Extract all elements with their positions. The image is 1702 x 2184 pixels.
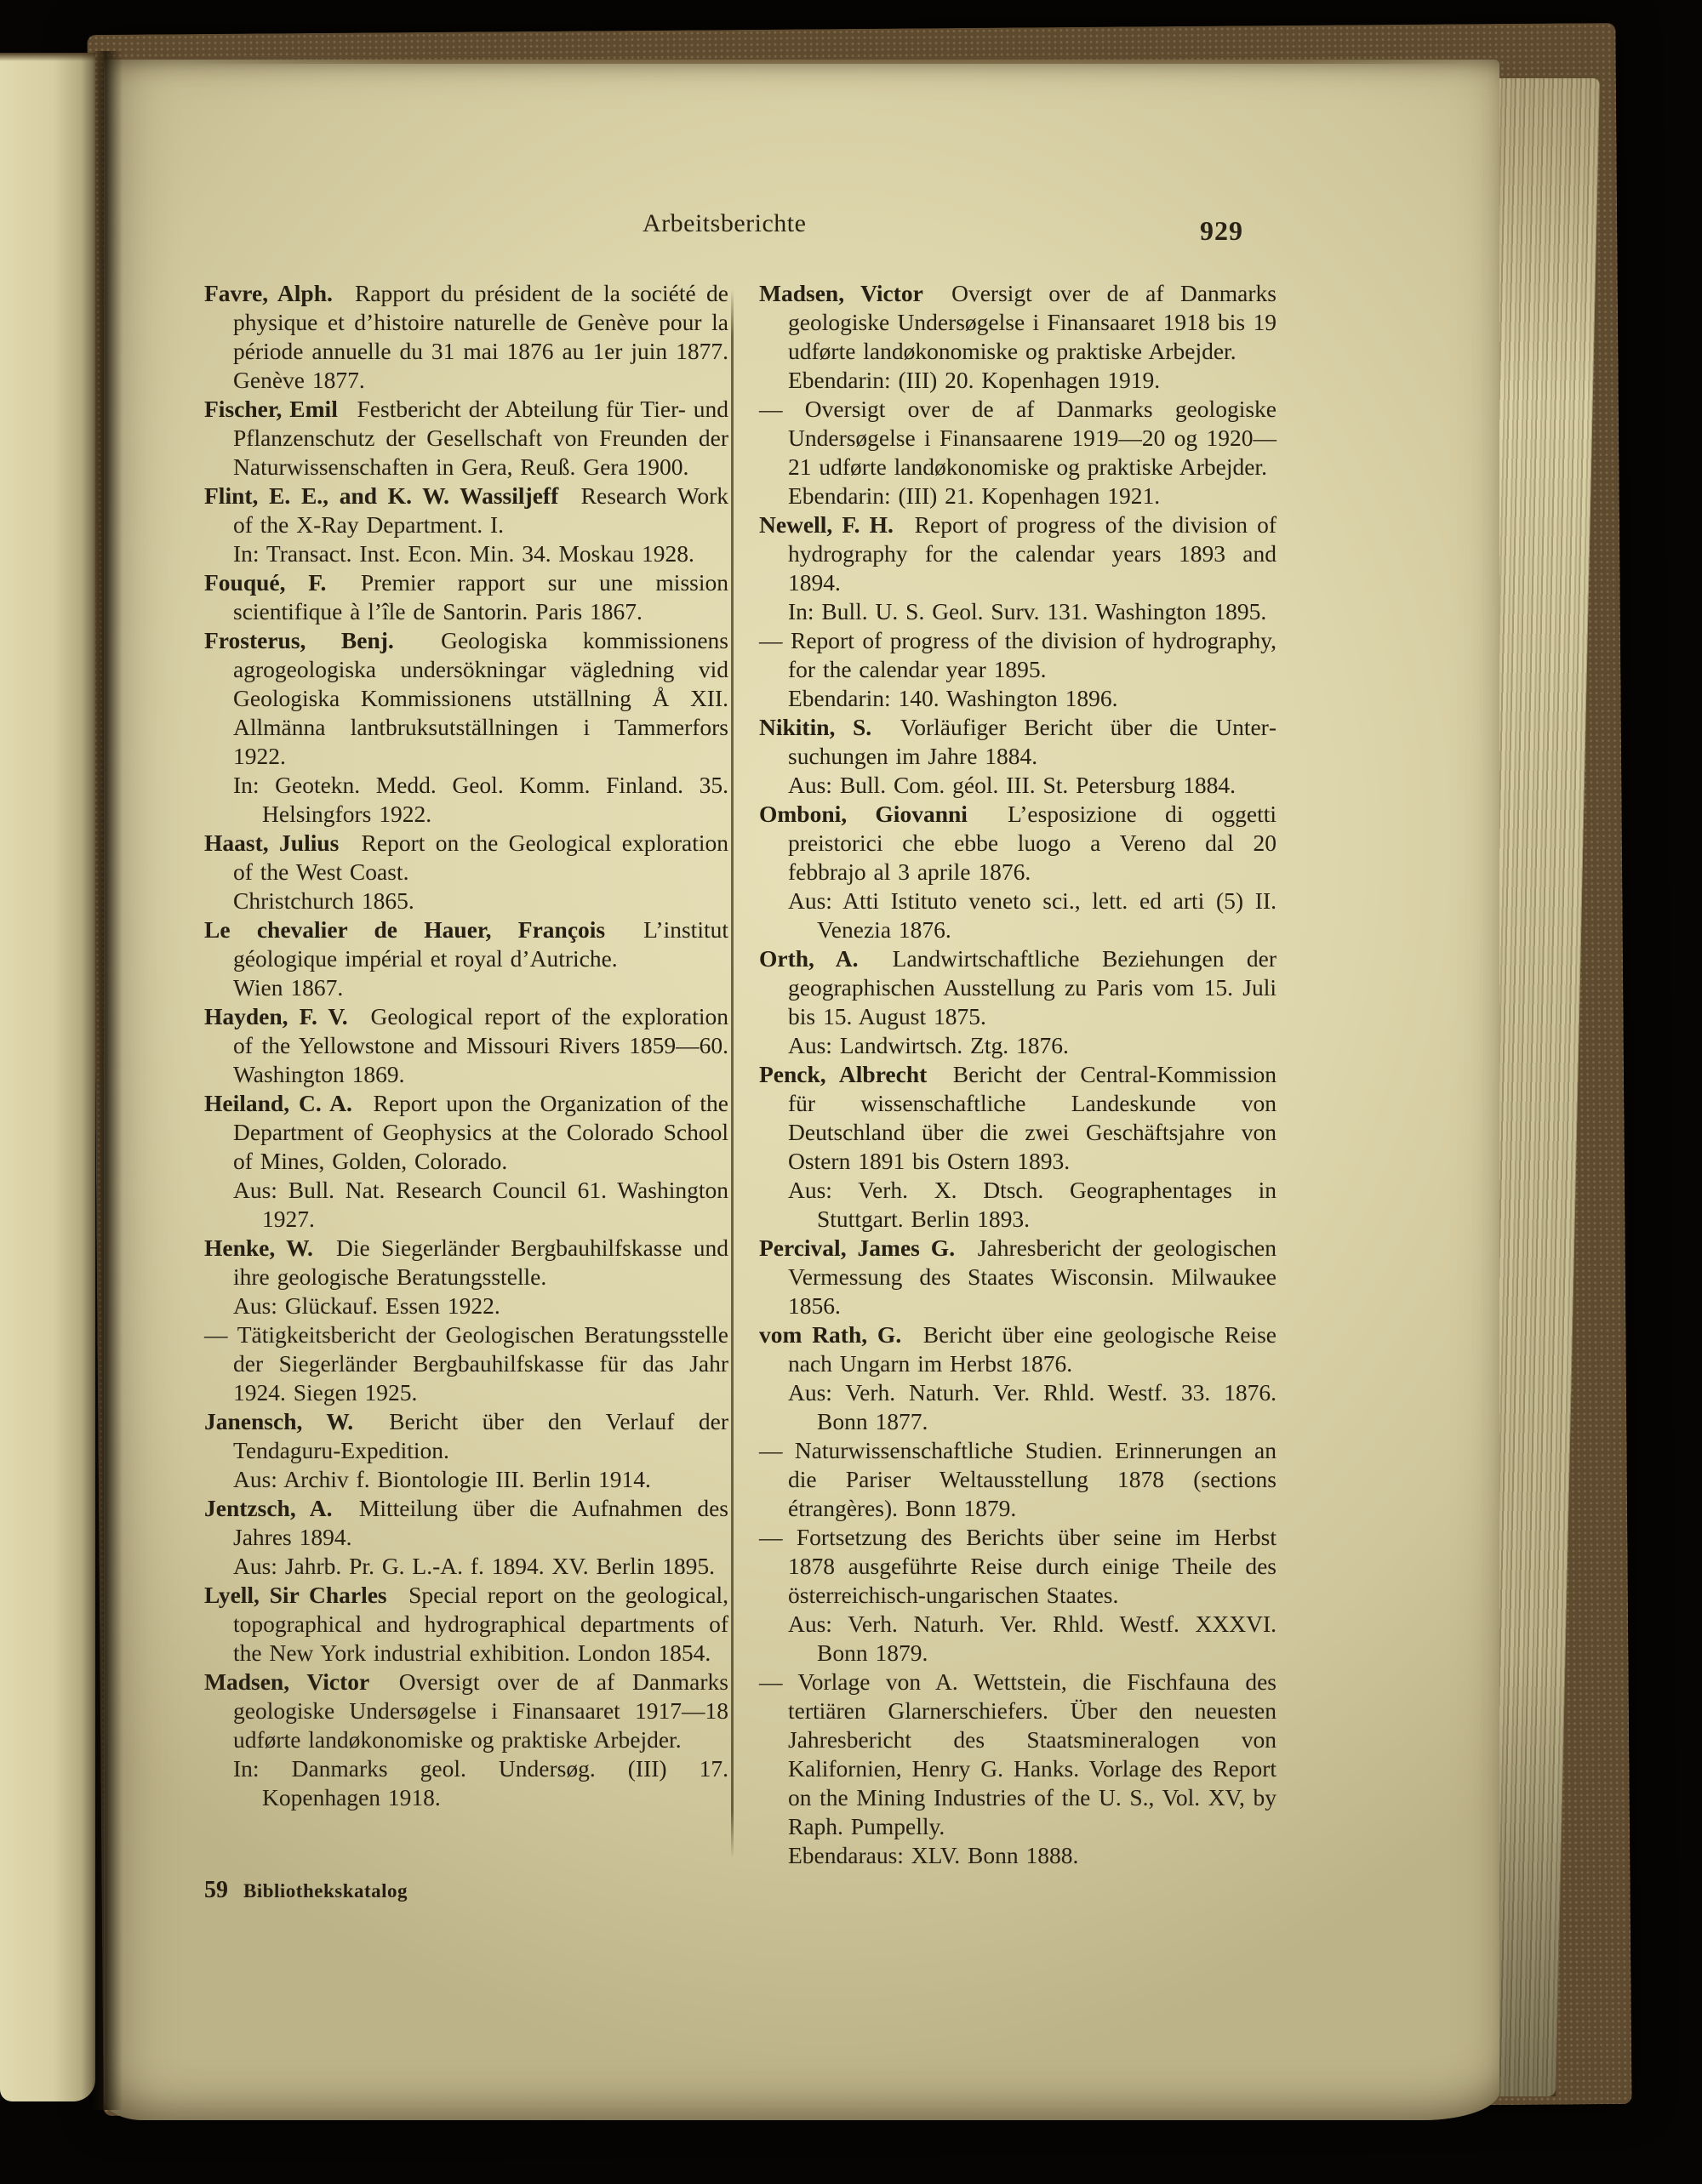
catalog-entry-paragraph: vom Rath, G. Bericht über eine geologische Reise nach Ungarn im Herbst 1876. [759, 1321, 1276, 1377]
catalog-entry-paragraph: Frosterus, Benj. Geologiska kommissionens agrogeologiska undersökningar vägledning vid Geologiska Kommissionens utställning Å XII. Allmänna lantbruksutställningen i Tammerfors 1922. [204, 627, 728, 769]
entry-author: Frosterus, Benj. [204, 627, 394, 653]
catalog-entry-paragraph: — Tätigkeitsbericht der Geologischen Beratungsstelle der Siegerländer Bergbauhilfskasse für das Jahr 1924. Siegen 1925. [204, 1321, 728, 1406]
entry-author: Nikitin, S. [759, 714, 872, 740]
catalog-entry-paragraph: Ebendaraus: XLV. Bonn 1888. [788, 1842, 1079, 1868]
footer-signature [204, 1877, 408, 1904]
catalog-entry-paragraph: Wien 1867. [233, 974, 344, 1001]
entry-author: Flint, E. E., and K. W. Wassiljeff [204, 482, 559, 509]
entry-author: Henke, W. [204, 1235, 313, 1261]
catalog-entry-paragraph: Ebendarin: 140. Washington 1896. [788, 685, 1118, 711]
catalog-entry-paragraph: Aus: Jahrb. Pr. G. L.-A. f. 1894. XV. Berlin 1895. [233, 1553, 715, 1579]
catalog-entry-paragraph: Madsen, Victor Oversigt over de af Danmarks geologiske Undersøgelse i Finansaaret 1918 bis 19 udførte landøkonomiske og praktiske Arbejder. [759, 280, 1276, 364]
catalog-entry-paragraph: — Oversigt over de af Danmarks geologiske Undersøgelse i Finansaarene 1919—20 og 1920—21 udførte landøkonomiske og praktiske Arbejder. [759, 396, 1276, 480]
catalog-entry-paragraph: In: Transact. Inst. Econ. Min. 34. Moskau 1928. [233, 540, 694, 567]
entry-author: Madsen, Victor [204, 1668, 370, 1695]
catalog-entry-paragraph: Fischer, Emil Festbericht der Abteilung für Tier- und Pflanzenschutz der Gesellschaft von Freunden der Naturwissenschaften in Gera, Reuß. Gera 1900. [204, 396, 729, 480]
gutter-shadow [92, 51, 123, 2110]
catalog-entry-paragraph: Omboni, Giovanni L’esposizione di oggetti preistorici che ebbe luogo a Vereno dal 20 febbrajo al 3 aprile 1876. [759, 801, 1276, 885]
catalog-entry-paragraph: Hayden, F. V. Geological report of the exploration of the Yellowstone and Missouri Rivers 1859—60. Washington 1869. [204, 1003, 728, 1087]
entry-author: Penck, Albrecht [759, 1061, 928, 1087]
column-divider [731, 289, 734, 1858]
entry-author: Percival, James G. [759, 1235, 956, 1261]
catalog-entry-paragraph: Madsen, Victor Oversigt over de af Danmarks geologiske Undersøgelse i Finansaaret 1917—18 udførte landøkonomiske og praktiske Arbejder. [204, 1668, 728, 1753]
catalog-entry-paragraph: Ebendarin: (III) 20. Kopenhagen 1919. [788, 367, 1161, 393]
catalog-entry-paragraph: Percival, James G. Jahresbericht der geologischen Vermessung des Staates Wisconsin. Milwaukee 1856. [759, 1235, 1276, 1319]
catalog-entry-paragraph: Haast, Julius Report on the Geological exploration of the West Coast. [204, 830, 728, 885]
entry-author: Haast, Julius [204, 830, 340, 856]
entry-author: Hayden, F. V. [204, 1003, 348, 1029]
entry-author: Favre, Alph. [204, 280, 333, 306]
catalog-entry-paragraph: Aus: Bull. Nat. Research Council 61. Washington 1927. [233, 1177, 728, 1232]
entry-author: Omboni, Giovanni [759, 801, 968, 827]
catalog-entry-paragraph: Aus: Bull. Com. géol. III. St. Petersburg 1884. [788, 772, 1237, 798]
entry-author: Madsen, Victor [759, 280, 923, 306]
entry-author: Orth, A. [759, 945, 859, 972]
entry-author: Jentzsch, A. [204, 1495, 333, 1521]
catalog-entry-paragraph: Ebendarin: (III) 21. Kopenhagen 1921. [788, 482, 1161, 509]
signature-number: 59 [204, 1877, 228, 1903]
column-left [204, 279, 728, 1812]
catalog-entry-paragraph: Janensch, W. Bericht über den Verlauf der Tendaguru-Expedition. [204, 1408, 728, 1463]
entry-author: Fischer, Emil [204, 396, 338, 422]
catalog-entry-paragraph: Penck, Albrecht Bericht der Central-Kommission für wissenschaftliche Landeskunde von Deutschland über die zwei Geschäftsjahre von Ostern 1891 bis Ostern 1893. [759, 1061, 1277, 1174]
entry-author: vom Rath, G. [759, 1321, 902, 1348]
catalog-entry-paragraph: Aus: Verh. Naturh. Ver. Rhld. Westf. 33. 1876. Bonn 1877. [788, 1379, 1276, 1434]
catalog-entry-paragraph: Favre, Alph. Rapport du président de la société de physique et d’histoire naturelle de Genève pour la période annuelle du 31 mai 1876 au 1er juin 1877. Genève 1877. [204, 280, 728, 393]
catalog-entry-paragraph: In: Geotekn. Medd. Geol. Komm. Finland. 35. Helsingfors 1922. [233, 772, 728, 827]
signature-label: Bibliothekskatalog [243, 1880, 408, 1902]
catalog-entry-paragraph: Aus: Landwirtsch. Ztg. 1876. [788, 1032, 1069, 1058]
catalog-entry-paragraph: Nikitin, S. Vorläufiger Bericht über die Untersuchungen im Jahre 1884. [759, 714, 1277, 769]
catalog-entry-paragraph: Henke, W. Die Siegerländer Bergbauhilfskasse und ihre geologische Beratungsstelle. [204, 1235, 728, 1290]
entry-author: Heiland, C. A. [204, 1090, 352, 1116]
catalog-entry-paragraph: Aus: Verh. X. Dtsch. Geographentages in Stuttgart. Berlin 1893. [788, 1177, 1276, 1232]
catalog-entry-paragraph: Heiland, C. A. Report upon the Organization of the Department of Geophysics at the Colorado School of Mines, Golden, Colorado. [204, 1090, 728, 1174]
catalog-entry-paragraph: — Report of progress of the division of hydrography, for the calendar year 1895. [759, 627, 1276, 682]
catalog-entry-paragraph: Christchurch 1865. [233, 887, 414, 914]
entry-author: Le chevalier de Hauer, François [204, 916, 606, 943]
entry-author: Lyell, Sir Charles [204, 1582, 387, 1608]
catalog-entry-paragraph: Lyell, Sir Charles Special report on the geological, topographical and hydrographical departments of the New York industrial exhibition. London 1854. [204, 1582, 728, 1666]
entry-author: Janensch, W. [204, 1408, 354, 1434]
catalog-entry-paragraph: Aus: Verh. Naturh. Ver. Rhld. Westf. XXXVI. Bonn 1879. [788, 1611, 1276, 1666]
left-page-sliver [0, 53, 95, 2101]
catalog-entry-paragraph: — Fortsetzung des Berichts über seine im Herbst 1878 ausgeführte Reise durch einige Theile des österreichisch-ungarischen Staates. [759, 1524, 1276, 1608]
catalog-entry-paragraph: Le chevalier de Hauer, François L’institut géologique impérial et royal d’Autriche. [204, 916, 728, 972]
catalog-entry-paragraph: Aus: Atti Istituto veneto sci., lett. ed arti (5) II. Venezia 1876. [788, 887, 1276, 943]
catalog-entry-paragraph: Flint, E. E., and K. W. Wassiljeff Research Work of the X-Ray Department. I. [204, 482, 728, 538]
running-header: Arbeitsberichte [643, 209, 807, 237]
catalog-entry-paragraph: Fouqué, F. Premier rapport sur une mission scientifique à l’île de Santorin. Paris 1867. [204, 569, 728, 624]
column-right [759, 279, 1276, 1870]
page-number: 929 [1200, 215, 1243, 246]
catalog-entry-paragraph: In: Danmarks geol. Undersøg. (III) 17. Kopenhagen 1918. [233, 1755, 728, 1810]
catalog-entry-paragraph: Aus: Glückauf. Essen 1922. [233, 1292, 500, 1319]
entry-author: Newell, F. H. [759, 511, 894, 538]
catalog-entry-paragraph: Orth, A. Landwirtschaftliche Beziehungen der geographischen Ausstellung zu Paris vom 15. Juli bis 15. August 1875. [759, 945, 1277, 1029]
catalog-page [104, 60, 1499, 2120]
catalog-entry-paragraph: Jentzsch, A. Mitteilung über die Aufnahmen des Jahres 1894. [204, 1495, 728, 1550]
catalog-entry-paragraph: Aus: Archiv f. Biontologie III. Berlin 1914. [233, 1466, 651, 1492]
catalog-entry-paragraph: — Naturwissenschaftliche Studien. Erinnerungen an die Pariser Weltausstellung 1878 (sections étrangères). Bonn 1879. [759, 1437, 1276, 1521]
catalog-entry-paragraph: Newell, F. H. Report of progress of the division of hydrography for the calendar years 1893 and 1894. [759, 511, 1277, 596]
catalog-entry-paragraph: In: Bull. U. S. Geol. Surv. 131. Washington 1895. [788, 598, 1267, 624]
entry-author: Fouqué, F. [204, 569, 327, 596]
catalog-entry-paragraph: — Vorlage von A. Wettstein, die Fischfauna des tertiären Glarnerschiefers. Über den neuesten Jahresbericht des Staatsmineralogen von Kalifornien, Henry G. Hanks. Vorlage des Report on the Mining Industries of the U. S., Vol. XV, by Raph. Pumpelly. [759, 1668, 1276, 1839]
